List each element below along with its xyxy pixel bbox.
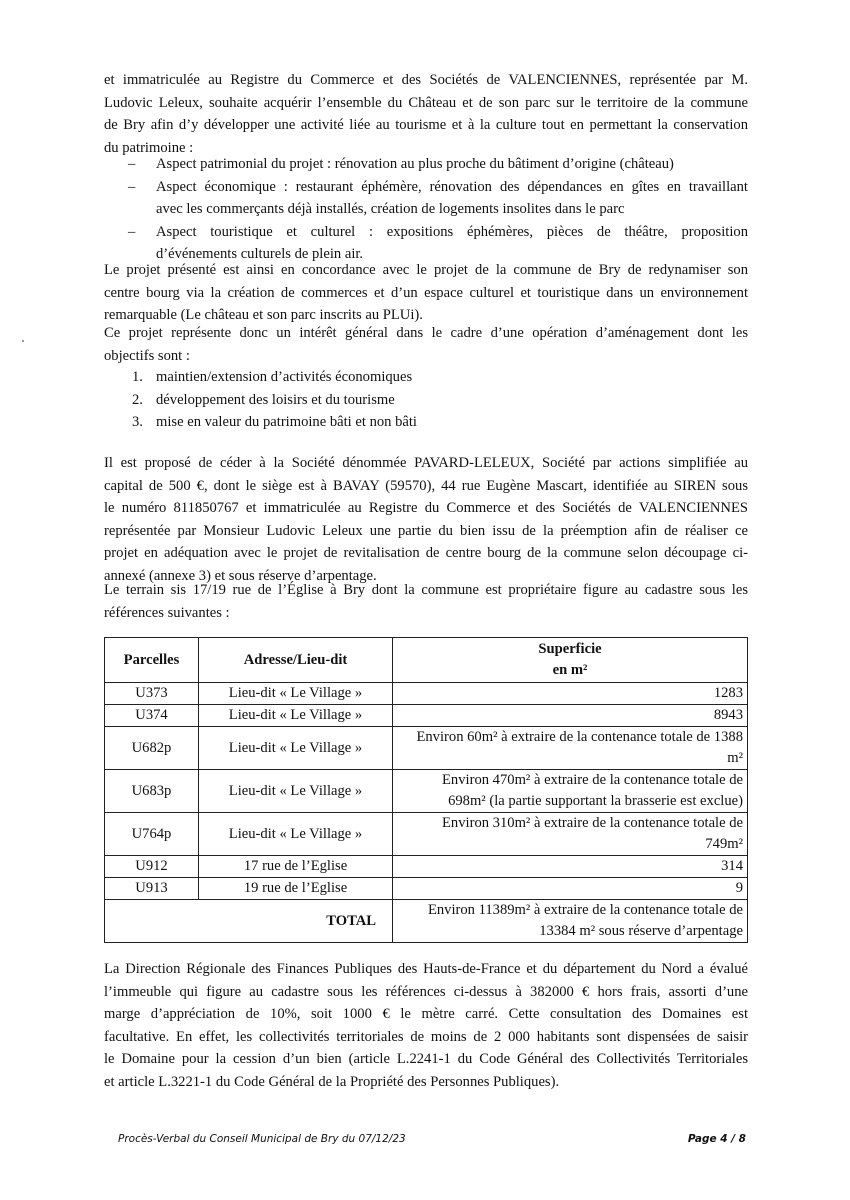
table-row (105, 856, 748, 878)
superficie-line: 314 (721, 858, 743, 874)
total-superficie-line: Environ 11389m² à extraire de la contenance totale de (427, 902, 743, 918)
cell-adresse: Lieu-dit « Le Village » (199, 683, 393, 705)
cell-superficie (393, 705, 748, 727)
aspect-text: avec les commerçants déjà installés, création de logements insolites dans le parc (156, 201, 625, 218)
terrain-line: Le terrain sis 17/19 rue de l’Église à Bry dont la commune est propriétaire figure au cadastre sous les (104, 582, 748, 598)
domaines-line: marge d’appréciation de 10%, soit 1000 € le mètre carré. Cette consultation des Domaines est (104, 1006, 748, 1023)
superficie-line: Environ 470m² à extraire de la contenance totale de (442, 772, 743, 788)
objectif-number: 3. (132, 414, 143, 431)
cell-parcelle: U373 (105, 683, 199, 705)
superficie-line: Environ 60m² à extraire de la contenance totale de 1388 (416, 729, 743, 745)
aspect-item (104, 153, 748, 176)
superficie-line: 1283 (713, 685, 743, 701)
cell-superficie (393, 813, 748, 856)
objectif-item (104, 366, 748, 389)
cession-line: projet en adéquation avec le projet de revitalisation de centre bourg de la commune selon découpage ci- (104, 545, 748, 562)
aspect-item (104, 176, 748, 221)
header-superficie-line1: Superficie (538, 641, 602, 657)
header-parcelles: Parcelles (105, 638, 199, 683)
total-superficie (393, 900, 748, 943)
cell-superficie (393, 770, 748, 813)
header-adresse: Adresse/Lieu-dit (199, 638, 393, 683)
cell-parcelle: U683p (105, 770, 199, 813)
domaines-line: facultative. En effet, les collectivités territoriales de moins de 2 000 habitants sont dispensées de saisir (104, 1028, 748, 1045)
footer-title: Procès-Verbal du Conseil Municipal de Bry du 07/12/23 (118, 1133, 406, 1145)
domaines-line: le Domaine pour la cession d’un bien (article L.2241-1 du Code Général des Collectivités Territoriales (104, 1051, 748, 1068)
aspect-text: Aspect économique : restaurant éphémère, rénovation des dépendances en gîtes en travaillant (156, 178, 748, 195)
concordance-line: Le projet présenté est ainsi en concordance avec le projet de la commune de Bry de redynamiser son (104, 262, 748, 278)
superficie-line: 698m² (la partie supportant la brasserie est exclue) (448, 793, 743, 809)
cell-parcelle: U374 (105, 705, 199, 727)
cell-parcelle: U913 (105, 878, 199, 900)
cell-superficie (393, 727, 748, 770)
total-label: TOTAL (105, 900, 393, 943)
objectif-number: 1. (132, 369, 143, 385)
dash-bullet: – (128, 178, 136, 195)
intro-line: et immatriculée au Registre du Commerce et des Sociétés de VALENCIENNES, représentée par M. (104, 72, 748, 88)
intro-paragraph (104, 69, 748, 159)
aspect-text: Aspect touristique et culturel : expositions éphémères, pièces de théâtre, proposition (156, 223, 748, 240)
cell-parcelle: U682p (105, 727, 199, 770)
objectif-text: maintien/extension d’activités économiques (156, 369, 413, 385)
cell-adresse: Lieu-dit « Le Village » (199, 770, 393, 813)
table-row (105, 705, 748, 727)
header-superficie-line2: en m² (552, 662, 588, 678)
margin-mark (22, 340, 24, 342)
objectif-text: mise en valeur du patrimoine bâti et non bâti (156, 414, 417, 431)
concordance-line: remarquable (Le château et son parc inscrits au PLUi). (104, 307, 423, 324)
objectifs-list (104, 366, 748, 434)
cell-adresse: 17 rue de l’Eglise (199, 856, 393, 878)
interet-line: objectifs sont : (104, 347, 190, 364)
cession-line: représentée par Monsieur Ludovic Leleux une partie du bien issu de la préemption afin de réaliser ce (104, 522, 748, 539)
domaines-paragraph (104, 958, 748, 1094)
intro-line: Ludovic Leleux, souhaite acquérir l’ensemble du Château et de son parc sur le territoire de la commune (104, 94, 748, 111)
cell-superficie (393, 856, 748, 878)
intro-line: de Bry afin d’y développer une activité liée au tourisme et à la culture tout en permettant la conservation (104, 117, 748, 134)
objectif-item (104, 411, 748, 434)
domaines-line: et article L.3221-1 du Code Général de la Propriété des Personnes Publiques). (104, 1073, 560, 1090)
parcelles-table (104, 637, 748, 943)
interet-line: Ce projet représente donc un intérêt général dans le cadre d’une opération d’aménagement dont les (104, 325, 748, 341)
superficie-line: 8943 (713, 707, 743, 723)
intro-line: du patrimoine : (104, 139, 194, 156)
footer-page-number: Page 4 / 8 (687, 1133, 746, 1145)
aspect-text: d’événements culturels de plein air. (156, 246, 364, 263)
objectif-item (104, 389, 748, 412)
cession-paragraph (104, 452, 748, 588)
cell-adresse: 19 rue de l’Eglise (199, 878, 393, 900)
superficie-line: m² (727, 750, 743, 766)
superficie-line: 9 (735, 880, 743, 896)
total-superficie-line: 13384 m² sous réserve d’arpentage (539, 923, 743, 939)
table-row (105, 770, 748, 813)
table-row (105, 813, 748, 856)
cell-adresse: Lieu-dit « Le Village » (199, 813, 393, 856)
superficie-line: Environ 310m² à extraire de la contenance totale de (442, 815, 743, 831)
cession-line: capital de 500 €, dont le siège est à BAVAY (59570), 44 rue Eugène Mascart, identifiée au SIREN sous (104, 477, 748, 494)
table-row (105, 878, 748, 900)
table-header-row (105, 638, 748, 683)
terrain-line: références suivantes : (104, 604, 230, 621)
superficie-line: 749m² (705, 836, 743, 852)
aspect-text: Aspect patrimonial du projet : rénovation au plus proche du bâtiment d’origine (château) (156, 156, 674, 172)
table-total-row (105, 900, 748, 943)
concordance-line: centre bourg via la création de commerces et d’un espace culturel et touristique dans un environnement (104, 284, 748, 301)
cell-adresse: Lieu-dit « Le Village » (199, 705, 393, 727)
cession-line: le numéro 811850767 et immatriculée au Registre du Commerce et des Sociétés de VALENCIENNES (104, 500, 748, 517)
header-superficie (393, 638, 748, 683)
cell-parcelle: U912 (105, 856, 199, 878)
objectif-text: développement des loisirs et du tourisme (156, 391, 395, 408)
aspects-list (104, 153, 748, 266)
table-row (105, 727, 748, 770)
table-row (105, 683, 748, 705)
domaines-line: l’immeuble qui figure au cadastre sous les références ci-dessus à 382000 € hors frais, assorti d’une (104, 983, 748, 1000)
cell-adresse: Lieu-dit « Le Village » (199, 727, 393, 770)
dash-bullet: – (128, 156, 136, 172)
concordance-paragraph (104, 259, 748, 327)
domaines-line: La Direction Régionale des Finances Publiques des Hauts-de-France et du département du Nord a évalué (104, 961, 748, 977)
cession-line: annexé (annexe 3) et sous réserve d’arpentage. (104, 567, 377, 584)
objectif-number: 2. (132, 391, 143, 408)
cell-superficie (393, 878, 748, 900)
dash-bullet: – (128, 223, 136, 240)
cession-line: Il est proposé de céder à la Société dénommée PAVARD-LELEUX, Société par actions simplifiée au (104, 455, 748, 471)
interet-paragraph (104, 322, 748, 367)
cell-parcelle: U764p (105, 813, 199, 856)
terrain-paragraph (104, 579, 748, 624)
cell-superficie (393, 683, 748, 705)
